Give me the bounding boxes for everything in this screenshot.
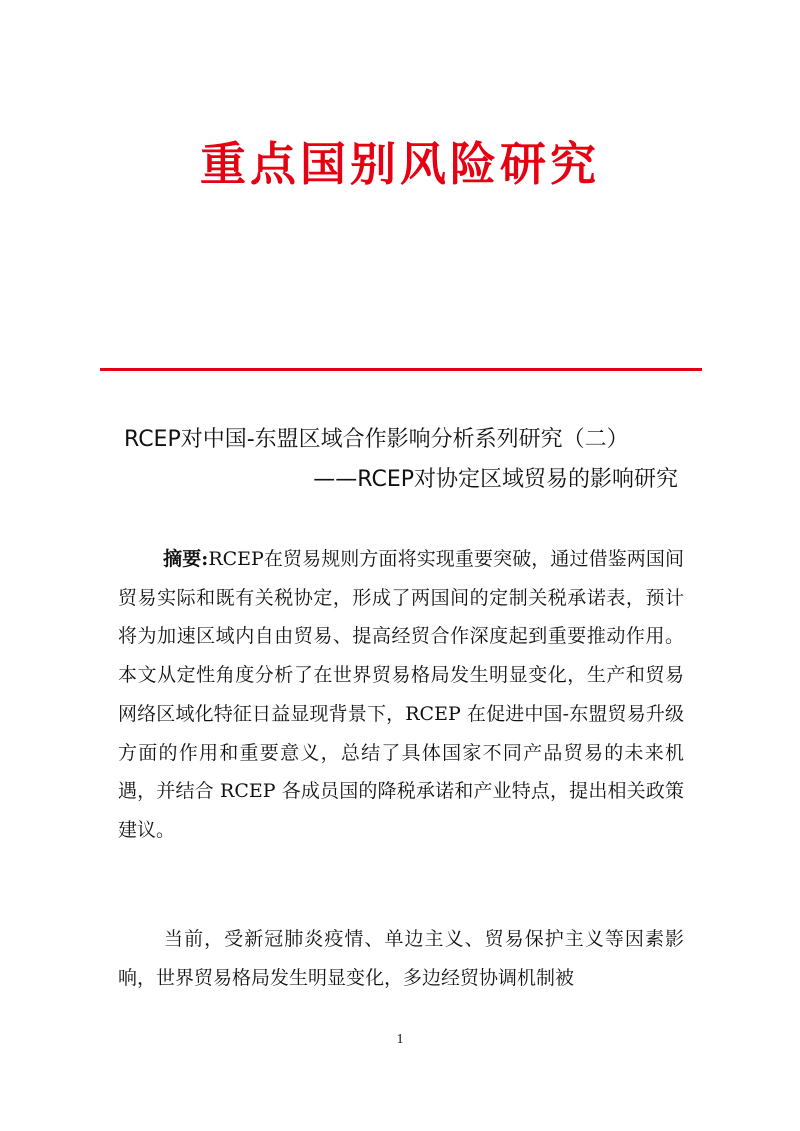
red-divider bbox=[100, 368, 702, 371]
abstract-paragraph bbox=[118, 540, 684, 850]
article-title: RCEP对中国-东盟区域合作影响分析系列研究（二） bbox=[124, 427, 629, 452]
abstract-text: RCEP在贸易规则方面将实现重要突破，通过借鉴两国间贸易实际和既有关税协定，形成了两国间的定制关税承诺表，预计将为加速区域内自由贸易、提高经贸合作深度起到重要推动作用。本文从定性角度分析了在世界贸易格局发生明显变化，生产和贸易网络区域化特征日益显现背景下，RCEP 在促进中国-东盟贸易升级方面的作用和重要意义，总结了具体国家不同产品贸易的未来机遇，并结合 RCEP 各成员国的降税承诺和产业特点，提出相关政策建议。 bbox=[118, 548, 684, 841]
masthead-title: 重点国别风险研究 bbox=[200, 137, 600, 191]
body-text: 当前，受新冠肺炎疫情、单边主义、贸易保护主义等因素影响，世界贸易格局发生明显变化，多边经贸协调机制被 bbox=[118, 928, 684, 989]
article-subtitle: ——RCEP对协定区域贸易的影响研究 bbox=[313, 467, 678, 492]
page-number: 1 bbox=[396, 1032, 404, 1047]
body-paragraph bbox=[118, 920, 684, 997]
abstract-label: 摘要: bbox=[163, 548, 209, 570]
